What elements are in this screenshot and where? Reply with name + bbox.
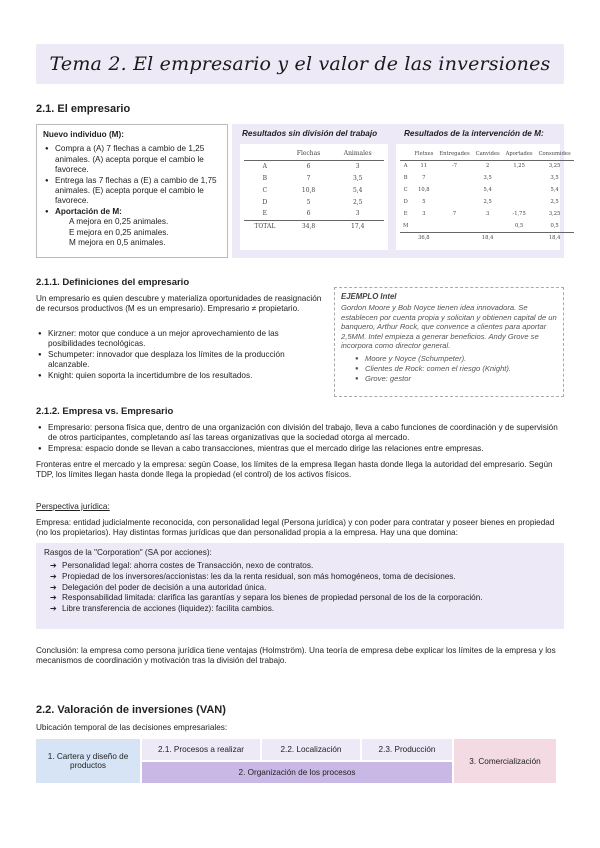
sub-item: M mejora en 0,5 animales. <box>69 238 166 248</box>
table-cell: 6 <box>306 210 311 218</box>
table-row <box>400 208 574 220</box>
table-cell: 5 <box>306 198 311 206</box>
arrow-item: ➔ Personalidad legal: ahorra costes de Transacción, nexo de contratos. <box>48 561 556 572</box>
table-cell <box>436 220 472 232</box>
table-cell: -1,75 <box>512 211 526 217</box>
table-cell <box>436 184 472 196</box>
perspectiva-paragraph: Empresa: entidad judicialmente reconocida, con personalidad legal (Persona jurídica) y con poder para contratar y poseer bienes en propiedad (no los propietarios). Hay distintas formas jurídicas que dan personalidad propia a la empresa. Hay una que domina: <box>36 518 555 538</box>
table-cell: 3,5 <box>483 175 492 181</box>
table-cell: D <box>262 198 268 206</box>
nuevo-individuo-label: Nuevo individuo (M): <box>43 130 124 139</box>
arrow-item: ➔ Propiedad de los inversores/accionistas: les da la renta residual, son más homogéneos, toma de decisiones. <box>48 572 556 583</box>
table-cell: B <box>262 174 268 182</box>
table-cell: C <box>403 187 408 193</box>
table-cell: E <box>403 211 408 217</box>
table-cell <box>411 220 436 232</box>
table-cell: 5,4 <box>483 187 492 193</box>
table-cell <box>400 148 411 160</box>
table-cell: Consumides <box>536 148 574 160</box>
list-item: ● Clientes de Rock: comen el riesgo (Knight). <box>353 364 557 374</box>
cartera-cell: 1. Cartera y diseño de productos <box>36 739 140 783</box>
produccion-cell: 2.3. Producción <box>362 739 452 760</box>
table-cell: 2 <box>485 163 490 170</box>
example-title: EJEMPLO Intel <box>341 292 397 301</box>
table-cell: 2,5 <box>550 199 559 205</box>
definicion-paragraph: Un empresario es quien descubre y materializa oportunidades de reasignación de recursos productivos (M es un empresario). Empresario ≠ propietario. <box>36 294 322 314</box>
conclusion-paragraph: Conclusión: la empresa como persona jurídica tiene ventajas (Holmström). Una teoría de empresa debe explicar los límites de la empresa y los mecanismos de coordinación y motivación tras la división del trabajo. <box>36 646 556 666</box>
table-cell: Entregades <box>436 148 472 160</box>
table-row <box>400 172 574 184</box>
section-heading-2-1-1: 2.1.1. Definiciones del empresario <box>36 277 190 288</box>
table1-heading: Resultados sin división del trabajo <box>242 129 378 138</box>
table-cell: 3,5 <box>550 175 559 181</box>
table-cell: 10,8 <box>418 187 430 193</box>
sub-item: A mejora en 0,25 animales. <box>69 217 169 227</box>
table-cell: 18,4 <box>473 232 503 244</box>
table-sin-division <box>240 144 388 250</box>
list-item: ● Entrega las 7 flechas a (E) a cambio de 1,75 animales. (E) acepta porque el cambio le favorece. <box>43 176 221 207</box>
table-cell <box>503 184 536 196</box>
list-item: ● Moore y Noyce (Schumpeter). <box>353 354 557 364</box>
table-cell <box>503 232 536 244</box>
table-cell <box>436 232 472 244</box>
nuevo-individuo-box <box>36 124 228 258</box>
table-cell: 1,25 <box>513 163 525 170</box>
table-cell: 0,5 <box>550 222 559 229</box>
ubicacion-text: Ubicación temporal de las decisiones empresariales: <box>36 723 228 732</box>
list-item: ● Schumpeter: innovador que desplaza los límites de la producción alcanzable. <box>36 350 328 371</box>
table-cell: E <box>262 210 268 218</box>
table2-heading: Resultados de la intervención de M: <box>404 129 544 138</box>
table-row <box>400 160 574 172</box>
table-cell: B <box>403 175 408 181</box>
rasgos-heading: Rasgos de la "Corporation" (SA por acciones): <box>44 548 212 557</box>
table-cell: 3,5 <box>352 174 363 182</box>
table-cell: 3 <box>485 211 490 217</box>
table-cell: 7 <box>422 175 426 181</box>
table-cell: 3 <box>355 162 360 170</box>
table-cell: Canvides <box>473 148 503 160</box>
ejemplo-intel-box <box>334 287 564 397</box>
table-cell: 7 <box>452 211 457 217</box>
table-row <box>244 196 384 208</box>
list-item: ● Grove: gestor <box>353 374 557 384</box>
table-cell: 3,25 <box>548 211 561 217</box>
arrow-item: ➔ Libre transferencia de acciones (liquidez): facilita cambios. <box>48 604 556 615</box>
table-cell: D <box>403 199 408 205</box>
table-row <box>244 172 384 184</box>
table-row <box>244 220 384 232</box>
table-cell: 18,4 <box>536 232 574 244</box>
organizacion-cell: 2. Organización de los procesos <box>142 762 452 783</box>
list-item: ● Compra a (A) 7 flechas a cambio de 1,25 animales. (A) acepta porque el cambio le favorece. <box>43 144 221 175</box>
table-cell: A <box>403 163 408 170</box>
table-cell: 11 <box>420 163 428 170</box>
table-cell: Flechas <box>286 148 332 160</box>
table-cell <box>503 196 536 208</box>
table-row <box>244 208 384 220</box>
corporation-box <box>36 543 564 629</box>
table-cell: 3,25 <box>548 163 561 170</box>
title-banner <box>36 44 564 84</box>
table-cell: 2,5 <box>483 199 492 205</box>
table-row <box>400 184 574 196</box>
table-cell: -7 <box>451 163 458 170</box>
table-intervencion-m <box>396 144 571 250</box>
table-cell: 0,5 <box>515 222 524 229</box>
list-item: ● Empresario: persona física que, dentro de una organización con división del trabajo, lleva a cabo funciones de coordinación y de supervisión de otros participantes, completando así las tareas organizativas que la sociedad otorga al mercado. <box>36 423 564 444</box>
section-heading-2-2: 2.2. Valoración de inversiones (VAN) <box>36 704 226 716</box>
table-cell: 3 <box>422 211 426 217</box>
sub-item: E mejora en 0,25 animales. <box>69 227 169 237</box>
list-item: ● Knight: quien soporta la incertidumbre de los resultados. <box>36 371 328 381</box>
table-cell <box>244 148 286 160</box>
perspectiva-heading: Perspectiva jurídica: <box>36 502 110 511</box>
fronteras-paragraph: Fronteras entre el mercado y la empresa: según Coase, los límites de la empresa llegan hasta donde llega la autoridad del empresario. Según TDP, los límites llegan hasta donde llega la propiedad (el control) de los activos físicos. <box>36 460 553 480</box>
table-row <box>244 184 384 196</box>
table-cell: 3 <box>355 210 360 218</box>
localizacion-cell: 2.2. Localización <box>262 739 360 760</box>
table-cell: 5,4 <box>550 187 559 193</box>
table-row <box>244 148 384 160</box>
table-cell <box>400 232 411 244</box>
list-item: ● Aportación de M: <box>43 207 221 217</box>
table-cell: 10,8 <box>301 186 316 194</box>
results-panel <box>232 124 571 258</box>
table-cell: 5,4 <box>352 186 363 194</box>
table-cell <box>473 220 503 232</box>
section-heading-2-1-2: 2.1.2. Empresa vs. Empresario <box>36 406 174 417</box>
table-cell: C <box>262 186 268 194</box>
example-text: Gordon Moore y Bob Noyce tienen idea innovadora. Se establecen por cuenta propia y solicitan y obtienen capital de un banquero, Arthur Rock, que convence a clientes para aportar 2,5MM. Intel empieza a generar beneficios. Andy Grove se incorpora como director general. <box>341 303 557 351</box>
table-cell: 7 <box>306 174 311 182</box>
table-cell <box>503 172 536 184</box>
table-row <box>400 148 574 160</box>
procesos-cell: 2.1. Procesos a realizar <box>142 739 260 760</box>
table-cell <box>436 172 472 184</box>
table-cell: 2,5 <box>352 198 363 206</box>
table-row <box>400 220 574 232</box>
list-item: ● Empresa: espacio donde se llevan a cabo transacciones, mientras que el mercado dirige las relaciones entre empresas. <box>36 444 564 454</box>
table-cell: TOTAL <box>244 220 286 232</box>
list-item: ● Kirzner: motor que conduce a un mejor aprovechamiento de las posibilidades tecnológicas. <box>36 329 328 350</box>
table-row <box>400 232 574 244</box>
table-cell: 5 <box>422 199 426 205</box>
table-row <box>244 160 384 172</box>
arrow-item: ➔ Responsabilidad limitada: clarifica las garantías y separa los bienes de propiedad personal de los de la corporación. <box>48 593 556 604</box>
arrow-item: ➔ Delegación del poder de decisión a una autoridad única. <box>48 583 556 594</box>
table-cell: A <box>262 162 268 170</box>
comercializacion-cell: 3. Comercialización <box>454 739 556 783</box>
table-cell: 6 <box>306 162 311 170</box>
table-cell <box>436 196 472 208</box>
table-cell: Animales <box>331 148 384 160</box>
table-cell: Aportades <box>503 148 536 160</box>
table-cell: M <box>403 222 409 229</box>
page-title: Tema 2. El empresario y el valor de las inversiones <box>49 53 551 75</box>
table-cell: Fletxes <box>411 148 436 160</box>
table-row <box>400 196 574 208</box>
table-cell: 17,4 <box>331 220 384 232</box>
section-heading-2-1: 2.1. El empresario <box>36 103 131 115</box>
table-cell: 34,8 <box>286 220 332 232</box>
table-cell: 36,8 <box>411 232 436 244</box>
